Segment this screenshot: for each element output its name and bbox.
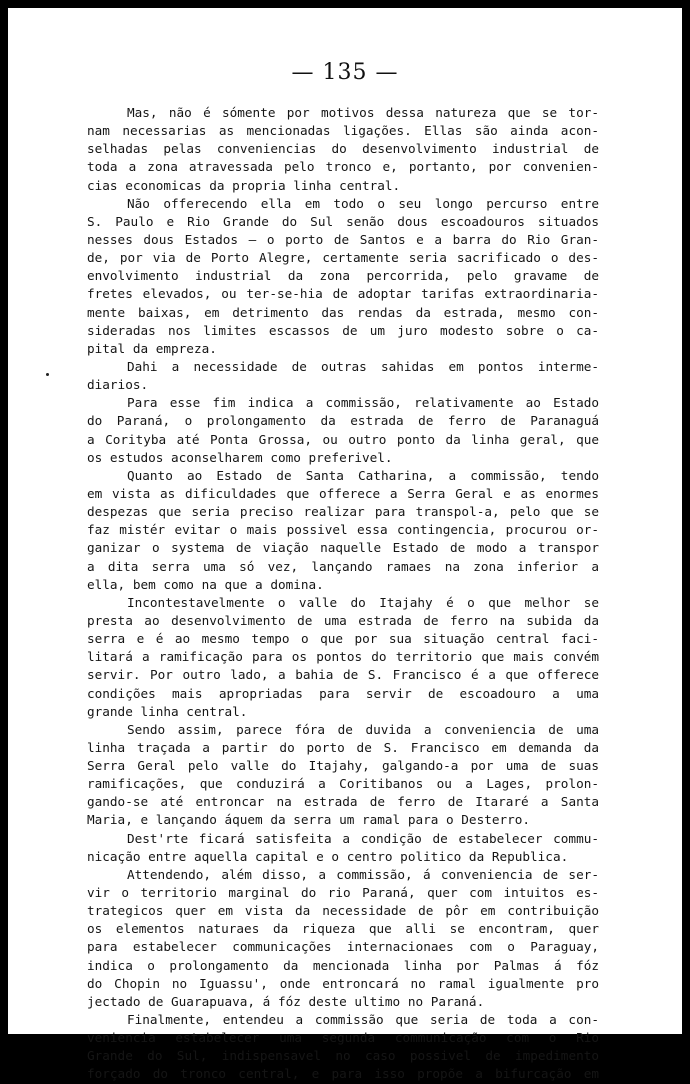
text-line: ganizar o systema de viação naquelle Estado de modo a transpor <box>87 540 599 556</box>
text-line: fretes elevados, ou ter-se-hia de adoptar tarifas extraordinaria- <box>87 286 599 302</box>
paragraph <box>87 866 599 1011</box>
text-line: envolvimento industrial da zona percorrida, pelo gravame de <box>87 268 599 284</box>
paragraph <box>87 358 599 394</box>
text-line: diarios. <box>87 377 149 393</box>
text-line: Quanto ao Estado de Santa Catharina, a commissão, tendo <box>127 467 599 483</box>
text-line: veniencia estabelecer uma segunda communicação com o Rio <box>87 1030 599 1046</box>
text-line: a Corityba até Ponta Grossa, ou outro ponto da linha geral, que <box>87 431 599 447</box>
paragraph <box>87 195 599 358</box>
paragraph <box>87 1011 599 1084</box>
text-line: Não offerecendo ella em todo o seu longo percurso entre <box>127 195 599 211</box>
text-line: S. Paulo e Rio Grande do Sul senão dous escoadouros situados <box>87 213 599 229</box>
text-line: toda a zona atravessada pelo tronco e, portanto, por convenien- <box>87 159 599 175</box>
text-line: vir o territorio marginal do rio Paraná, quer com intuitos es- <box>87 885 599 901</box>
text-line: nicação entre aquella capital e o centro politico da Republica. <box>87 848 569 864</box>
paragraph <box>87 104 599 195</box>
text-line: litará a ramificação para os pontos do territorio que mais convém <box>87 649 599 665</box>
text-line: Incontestavelmente o valle do Itajahy é o que melhor se <box>127 594 599 610</box>
text-line: despezas que seria preciso realizar para transpol-a, pelo que se <box>87 504 599 520</box>
text-line: cias economicas da propria linha central. <box>87 177 401 193</box>
text-line: grande linha central. <box>87 703 248 719</box>
text-line: selhadas pelas conveniencias do desenvolvimento industrial de <box>87 141 599 157</box>
text-line: indica o prolongamento da mencionada linha por Palmas á fóz <box>87 957 599 973</box>
text-line: Finalmente, entendeu a commissão que seria de toda a con- <box>127 1012 599 1028</box>
page-number: — 135 — <box>291 60 399 85</box>
paragraph <box>87 830 599 866</box>
text-line: Grande do Sul, indispensavel no caso possivel de impedimento <box>87 1048 599 1064</box>
margin-speck <box>46 373 49 376</box>
text-line: Sendo assim, parece fóra de duvida a conveniencia de uma <box>127 721 599 737</box>
text-line: gando-se até entroncar na estrada de ferro de Itararé a Santa <box>87 794 599 810</box>
text-line: Dahi a necessidade de outras sahidas em pontos interme- <box>127 358 599 374</box>
text-line: servir. Por outro lado, a bahia de S. Francisco é a que offerece <box>87 667 599 683</box>
text-line: faz mistér evitar o mais possivel essa contingencia, procurou or- <box>87 522 599 538</box>
text-line: forçado do tronco central, e para isso propõe a bifurcação em <box>87 1066 599 1082</box>
text-line: Maria, e lançando áquem da serra um ramal para o Desterro. <box>87 812 531 828</box>
text-line: os elementos naturaes da riqueza que alli se encontram, quer <box>87 921 599 937</box>
text-line: Serra Geral pelo valle do Itajahy, galgando-a por uma de suas <box>87 758 599 774</box>
text-line: sideradas nos limites escassos de um juro modesto sobre o ca- <box>87 322 599 338</box>
book-page <box>8 8 682 1082</box>
paragraph <box>87 467 599 594</box>
text-line: ramificações, que conduzirá a Coritibanos ou a Lages, prolon- <box>87 776 599 792</box>
text-line: do Chopin no Iguassu', onde entroncará no ramal igualmente pro <box>87 975 599 991</box>
body-text <box>87 104 599 1084</box>
text-line: Para esse fim indica a commissão, relativamente ao Estado <box>127 395 599 411</box>
text-line: Mas, não é sómente por motivos dessa natureza que se tor- <box>127 105 599 120</box>
text-line: trategicos quer em vista da necessidade de pôr em contribuição <box>87 903 599 919</box>
text-line: condições mais apropriadas para servir de escoadouro a uma <box>87 685 599 701</box>
text-line: nam necessarias as mencionadas ligações. Ellas são ainda acon- <box>87 123 599 139</box>
paragraph <box>87 594 599 721</box>
text-line: jectado de Guarapuava, á fóz deste ultimo no Paraná. <box>87 993 485 1009</box>
paragraph <box>87 394 599 467</box>
text-line: a dita serra uma só vez, lançando ramaes na zona inferior a <box>87 558 599 574</box>
text-line: linha traçada a partir do porto de S. Francisco em demanda da <box>87 739 599 755</box>
text-line: pital da empreza. <box>87 340 217 356</box>
text-line: nesses dous Estados — o porto de Santos e a barra do Rio Gran- <box>87 231 599 247</box>
text-line: mente baixas, em detrimento das rendas da estrada, mesmo con- <box>87 304 599 320</box>
text-line: de, por via de Porto Alegre, certamente seria sacrificado o des- <box>87 250 599 266</box>
text-line: serra e é ao mesmo tempo o que por sua situação central faci- <box>87 631 599 647</box>
text-line: os estudos aconselharem como preferivel. <box>87 449 393 465</box>
text-line: Attendendo, além disso, a commissão, á conveniencia de ser- <box>127 866 599 882</box>
text-line: para estabelecer communicações internacionaes com o Paraguay, <box>87 939 599 955</box>
text-line: em vista as dificuldades que offerece a Serra Geral e as enormes <box>87 485 599 501</box>
text-line: presta ao desenvolvimento de uma estrada de ferro na subida da <box>87 612 599 628</box>
paragraph <box>87 721 599 830</box>
text-line: ella, bem como na que a domina. <box>87 576 324 592</box>
text-line: do Paraná, o prolongamento da estrada de ferro de Paranaguá <box>87 413 599 429</box>
text-line: Dest'rte ficará satisfeita a condição de estabelecer commu- <box>127 830 599 846</box>
